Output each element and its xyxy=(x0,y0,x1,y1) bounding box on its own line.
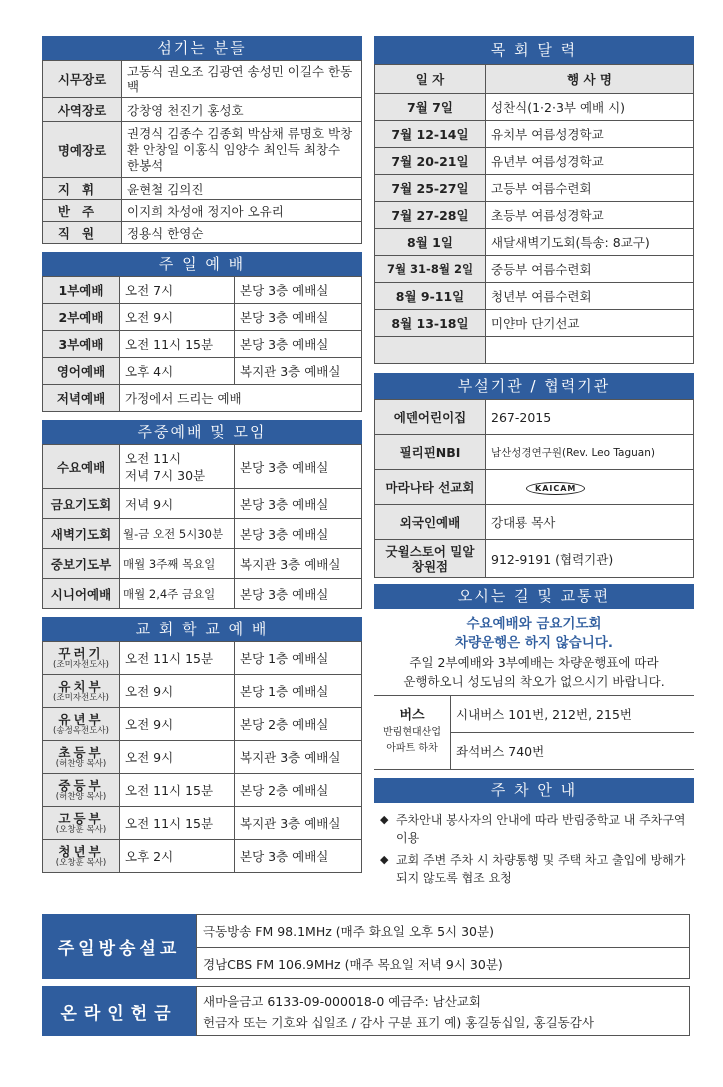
servers-label: 시무장로 xyxy=(43,61,122,98)
calendar-event: 유년부 여름성경학교 xyxy=(486,148,694,175)
affiliate-logo-cell xyxy=(486,470,694,505)
dept-time: 오전 9시 xyxy=(120,741,235,774)
servers-label: 사역장로 xyxy=(43,98,122,122)
dept-time: 오전 11시 15분 xyxy=(120,774,235,807)
calendar-event: 유치부 여름성경학교 xyxy=(486,121,694,148)
servers-value: 정용식 한영순 xyxy=(122,222,362,244)
bus-stop-1: 반림현대산업 xyxy=(383,727,441,738)
dept-name xyxy=(43,840,120,873)
sunday-table xyxy=(42,276,362,412)
calendar-date: 8월 1일 xyxy=(375,229,486,256)
weekday-table xyxy=(42,444,362,609)
calendar-event: 성찬식(1·2·3부 예배 시) xyxy=(486,94,694,121)
dept-time: 오전 11시 15분 xyxy=(120,642,235,675)
servers-value: 고동식 권오조 김광연 송성민 이길수 한동백 xyxy=(122,61,362,98)
dept-place: 본당 3층 예배실 xyxy=(235,840,362,873)
calendar-table xyxy=(374,64,694,364)
dept-time: 오전 9시 xyxy=(120,675,235,708)
calendar-date: 7월 7일 xyxy=(375,94,486,121)
dept-leader: (오창훈 목사) xyxy=(55,858,107,868)
affiliate-name: 외국인예배 xyxy=(375,505,486,540)
affiliate-name: 에덴어린이집 xyxy=(375,400,486,435)
servers-label: 지휘 xyxy=(43,178,122,200)
affiliate-value: 267-2015 xyxy=(486,400,694,435)
meeting-name: 새벽기도회 xyxy=(43,519,120,549)
meeting-name: 수요예배 xyxy=(43,445,120,489)
servers-label: 직원 xyxy=(43,222,122,244)
broadcast-title: 주일방송설교 xyxy=(42,914,196,979)
right-column xyxy=(374,36,694,899)
notice-line-1: 수요예배와 금요기도회 xyxy=(466,616,602,632)
parking-title: 주 차 안 내 xyxy=(374,778,694,803)
diamond-bullet-icon: ◆ xyxy=(380,813,389,826)
bus-info xyxy=(374,696,451,770)
dept-name xyxy=(43,741,120,774)
dept-label: 중등부 xyxy=(58,778,104,793)
calendar-date: 7월 12-14일 xyxy=(375,121,486,148)
servers-value: 윤현철 김의진 xyxy=(122,178,362,200)
dept-leader: (허찬양 목사) xyxy=(55,792,107,802)
meeting-time xyxy=(120,445,235,489)
meeting-time-2: 저녁 7시 30분 xyxy=(125,467,206,483)
dept-place: 복지관 3층 예배실 xyxy=(235,741,362,774)
service-place: 본당 3층 예배실 xyxy=(235,304,362,331)
servers-value: 강창영 천진기 홍성호 xyxy=(122,98,362,122)
dept-name xyxy=(43,708,120,741)
dept-time: 오전 9시 xyxy=(120,708,235,741)
service-time: 오후 4시 xyxy=(120,358,235,385)
dept-place: 본당 2층 예배실 xyxy=(235,774,362,807)
meeting-time: 매월 2,4주 금요일 xyxy=(120,579,235,609)
offering-title: 온라인헌금 xyxy=(42,986,196,1036)
calendar-date: 7월 31-8월 2일 xyxy=(375,256,486,283)
calendar-event: 청년부 여름수련회 xyxy=(486,283,694,310)
meeting-time: 매월 3주째 목요일 xyxy=(120,549,235,579)
affiliate-value: 남산성경연구원(Rev. Leo Taguan) xyxy=(486,435,694,470)
service-time: 가정에서 드리는 예배 xyxy=(120,385,362,412)
parking-list xyxy=(374,803,694,899)
dept-name xyxy=(43,807,120,840)
meeting-time: 저녁 9시 xyxy=(120,489,235,519)
dept-time: 오전 11시 15분 xyxy=(120,807,235,840)
dept-name xyxy=(43,675,120,708)
servers-label: 명예장로 xyxy=(43,122,122,178)
calendar-date-empty xyxy=(375,337,486,364)
calendar-date: 7월 25-27일 xyxy=(375,175,486,202)
dept-place: 본당 2층 예배실 xyxy=(235,708,362,741)
service-name: 1부예배 xyxy=(43,277,120,304)
offering-box xyxy=(42,986,690,1036)
dept-label: 청년부 xyxy=(58,844,104,859)
meeting-name: 시니어예배 xyxy=(43,579,120,609)
service-place: 본당 3층 예배실 xyxy=(235,277,362,304)
dept-time: 오후 2시 xyxy=(120,840,235,873)
affiliate-name: 마라나타 선교회 xyxy=(375,470,486,505)
meeting-name: 금요기도회 xyxy=(43,489,120,519)
calendar-event: 초등부 여름성경학교 xyxy=(486,202,694,229)
kaicam-logo-icon: KAICAM xyxy=(526,482,585,495)
calendar-event-empty xyxy=(486,337,694,364)
broadcast-line-2: 경남CBS FM 106.9MHz (매주 목요일 저녁 9시 30분) xyxy=(203,957,503,972)
servers-value: 권경식 김종수 김종회 박삼채 류명호 박창환 안창일 이홍식 임양수 최인득 최창수 한봉석 xyxy=(122,122,362,178)
affiliate-name: 필리핀NBI xyxy=(375,435,486,470)
calendar-event: 고등부 여름수련회 xyxy=(486,175,694,202)
calendar-event: 중등부 여름수련회 xyxy=(486,256,694,283)
affiliate-value: 912-9191 (협력기관) xyxy=(486,540,694,578)
calendar-event-header: 행 사 명 xyxy=(486,65,694,94)
calendar-event: 미얀마 단기선교 xyxy=(486,310,694,337)
calendar-date-header: 일 자 xyxy=(375,65,486,94)
dept-label: 꾸러기 xyxy=(58,646,104,661)
service-name: 3부예배 xyxy=(43,331,120,358)
calendar-date: 8월 13-18일 xyxy=(375,310,486,337)
bus-table xyxy=(374,695,694,770)
affiliates-title: 부설기관 / 협력기관 xyxy=(374,373,694,399)
dept-label: 고등부 xyxy=(58,811,104,826)
meeting-place: 본당 3층 예배실 xyxy=(235,489,362,519)
service-name: 영어예배 xyxy=(43,358,120,385)
offering-line-2: 헌금자 또는 기호와 십일조 / 감사 구분 표기 예) 홍길동십일, 홍길동감사 xyxy=(203,1014,594,1030)
affiliates-table xyxy=(374,399,694,578)
meeting-time: 월-금 오전 5시30분 xyxy=(120,519,235,549)
notice-line-3: 주일 2부예배와 3부예배는 차량운행표에 따라 xyxy=(409,655,659,670)
dept-place: 본당 1층 예배실 xyxy=(235,675,362,708)
parking-text: 주차안내 봉사자의 안내에 따라 반림중학교 내 주차구역 이용 xyxy=(396,813,686,845)
dept-label: 유년부 xyxy=(58,712,104,727)
school-table xyxy=(42,641,362,873)
meeting-place: 본당 3층 예배실 xyxy=(235,445,362,489)
service-time: 오전 9시 xyxy=(120,304,235,331)
directions-title: 오시는 길 및 교통편 xyxy=(374,584,694,609)
school-title: 교 회 학 교 예 배 xyxy=(42,617,362,641)
meeting-place: 본당 3층 예배실 xyxy=(235,519,362,549)
service-name: 2부예배 xyxy=(43,304,120,331)
sunday-title: 주 일 예 배 xyxy=(42,252,362,276)
bus-seat: 좌석버스 740번 xyxy=(451,733,695,770)
parking-item xyxy=(380,851,688,887)
notice-line-4: 운행하오니 성도님의 착오가 없으시기 바랍니다. xyxy=(403,674,665,689)
bus-stop-2: 아파트 하차 xyxy=(386,743,438,754)
service-place: 본당 3층 예배실 xyxy=(235,331,362,358)
meeting-time-1: 오전 11시 xyxy=(125,450,182,466)
calendar-date: 8월 9-11일 xyxy=(375,283,486,310)
calendar-date: 7월 27-28일 xyxy=(375,202,486,229)
service-place: 복지관 3층 예배실 xyxy=(235,358,362,385)
servers-title: 섬기는 분들 xyxy=(42,36,362,60)
calendar-date: 7월 20-21일 xyxy=(375,148,486,175)
calendar-title: 목 회 달 력 xyxy=(374,36,694,64)
dept-leader: (허찬양 목사) xyxy=(55,759,107,769)
broadcast-line-1: 극동방송 FM 98.1MHz (매주 화요일 오후 5시 30분) xyxy=(197,915,689,948)
parking-text: 교회 주변 주차 시 차량통행 및 주택 차고 출입에 방해가 되지 않도록 협조 요청 xyxy=(396,853,686,885)
bus-city: 시내버스 101번, 212번, 215번 xyxy=(451,696,695,733)
dept-name xyxy=(43,774,120,807)
dept-label: 유치부 xyxy=(58,679,104,694)
calendar-event: 새달새벽기도회(특송: 8교구) xyxy=(486,229,694,256)
meeting-place: 본당 3층 예배실 xyxy=(235,579,362,609)
service-time: 오전 7시 xyxy=(120,277,235,304)
servers-label: 반주 xyxy=(43,200,122,222)
broadcast-body xyxy=(196,914,690,979)
bus-label: 버스 xyxy=(399,708,425,723)
parking-item xyxy=(380,811,688,847)
left-column xyxy=(42,36,362,873)
service-name: 저녁예배 xyxy=(43,385,120,412)
servers-value: 이지희 차성애 정지아 오유리 xyxy=(122,200,362,222)
dept-place: 복지관 3층 예배실 xyxy=(235,807,362,840)
affiliate-name: 굿윌스토어 밀알창원점 xyxy=(375,540,486,578)
offering-line-1: 새마을금고 6133-09-000018-0 예금주: 남산교회 xyxy=(203,993,481,1009)
directions-notice xyxy=(374,609,694,695)
service-time: 오전 11시 15분 xyxy=(120,331,235,358)
meeting-name: 중보기도부 xyxy=(43,549,120,579)
dept-leader: (조미자전도사) xyxy=(53,660,109,670)
meeting-place: 복지관 3층 예배실 xyxy=(235,549,362,579)
offering-body xyxy=(196,986,690,1036)
servers-table xyxy=(42,60,362,244)
dept-name xyxy=(43,642,120,675)
diamond-bullet-icon: ◆ xyxy=(380,853,389,866)
dept-leader: (오창훈 목사) xyxy=(55,825,107,835)
dept-leader: (조미자전도사) xyxy=(53,693,109,703)
dept-leader: (송정옥전도사) xyxy=(53,726,109,736)
dept-label: 초등부 xyxy=(58,745,104,760)
broadcast-box xyxy=(42,914,690,979)
weekday-title: 주중예배 및 모임 xyxy=(42,420,362,444)
dept-place: 본당 1층 예배실 xyxy=(235,642,362,675)
notice-line-2: 차량운행은 하지 않습니다. xyxy=(455,635,613,651)
affiliate-value: 강대룡 목사 xyxy=(486,505,694,540)
